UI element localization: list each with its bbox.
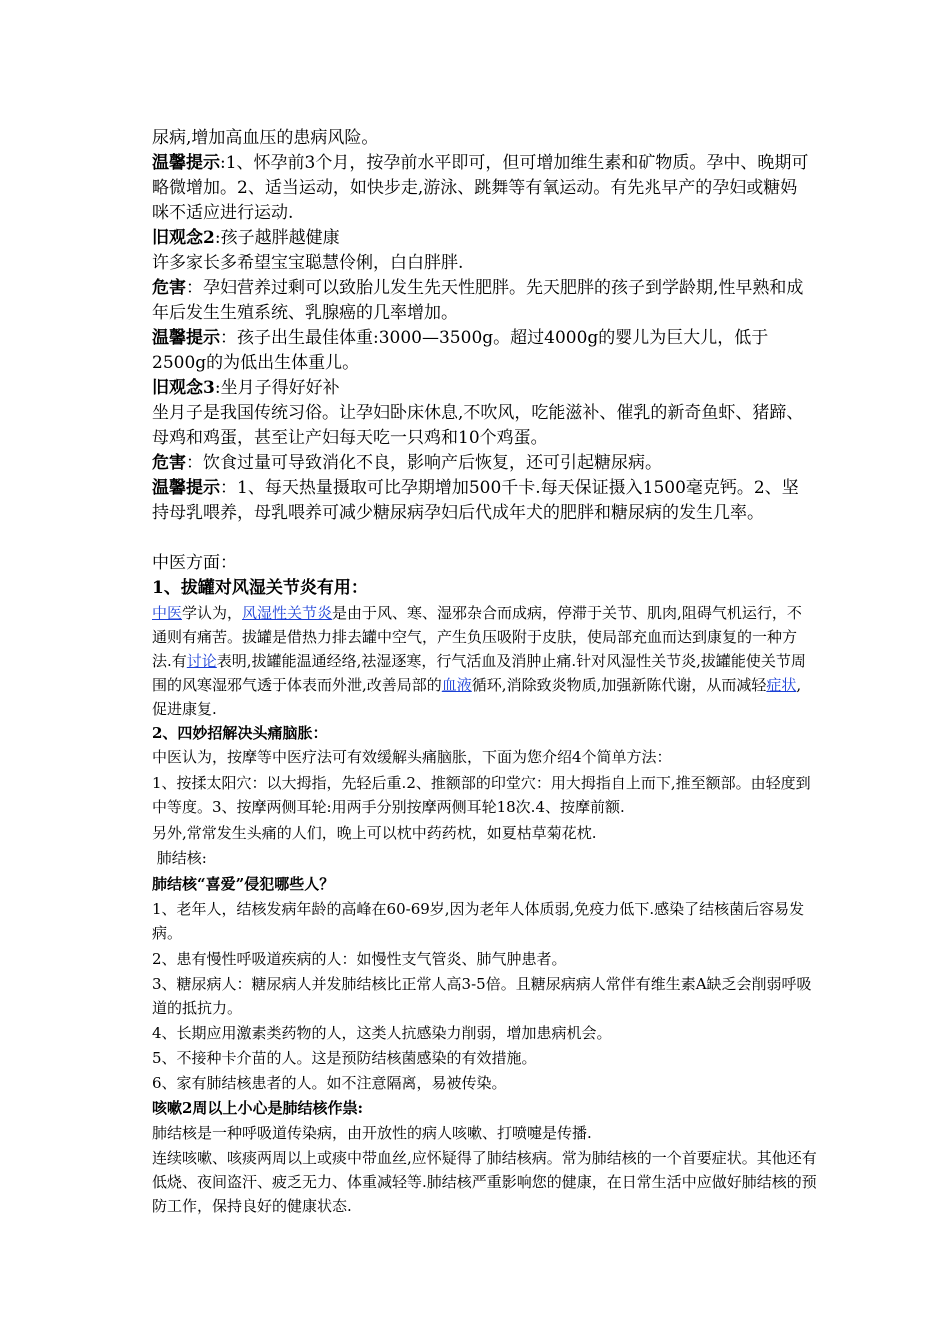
paragraph-herbal-pillow: 另外,常常发生头痛的人们，晚上可以枕中药药枕，如夏枯草菊花枕. — [152, 824, 597, 842]
heading-tuberculosis: 肺结核: — [152, 849, 207, 867]
paragraph-massage-methods: 1、按揉太阳穴：以大拇指，先轻后重.2、推额部的印堂穴：用大拇指自上而下,推至额部。由轻度到中等度。3、按摩两侧耳轮:用两手分别按摩两侧耳轮18次.4、按摩前额. — [152, 774, 811, 816]
heading-cupping: 1、拔罐对风湿关节炎有用： — [152, 578, 368, 598]
heading-old-concept-3: 旧观念3:坐月子得好好补 — [152, 378, 340, 398]
paragraph-tip-2: 温馨提示：孩子出生最佳体重:3000—3500g。超过4000g的婴儿为巨大儿，低于2500g的为低出生体重儿。 — [152, 328, 769, 373]
link-rheumatoid-arthritis[interactable]: 风湿性关节炎 — [242, 604, 333, 622]
paragraph-tb-symptoms: 连续咳嗽、咳痰两周以上或痰中带血丝,应怀疑得了肺结核病。常为肺结核的一个首要症状。其他还有低烧、夜间盗汗、疲乏无力、体重减轻等.肺结核严重影响您的健康，在日常生活中应做好肺结核的预防工作，保持良好的健康状态. — [152, 1149, 817, 1215]
paragraph-harm-2: 危害：饮食过量可导致消化不良，影响产后恢复，还可引起糖尿病。 — [152, 453, 662, 473]
list-item-respiratory: 2、患有慢性呼吸道疾病的人：如慢性支气管炎、肺气肿患者。 — [152, 950, 567, 968]
list-item-family: 6、家有肺结核患者的人。如不注意隔离，易被传染。 — [152, 1074, 507, 1092]
paragraph-tip-1: 温馨提示:1、怀孕前3个月，按孕前水平即可，但可增加维生素和矿物质。孕中、晚期可略微增加。2、适当运动，如快步走,游泳、跳舞等有氧运动。有先兆早产的孕妇或糖妈咪不适应进行运动. — [152, 153, 809, 223]
paragraph-massage-intro: 中医认为，按摩等中医疗法可有效缓解头痛脑胀，下面为您介绍4个简单方法： — [152, 748, 672, 766]
paragraph-harm-1: 危害：孕妇营养过剩可以致胎儿发生先天性肥胖。先天肥胖的孩子到学龄期,性早熟和成年后发生生殖系统、乳腺癌的几率增加。 — [152, 278, 804, 323]
heading-headache: 2、四妙招解决头痛脑胀： — [152, 724, 328, 742]
link-blood[interactable]: 血液 — [441, 676, 472, 694]
heading-tb-risk-groups: 肺结核“喜爱”侵犯哪些人？ — [152, 875, 335, 893]
paragraph-parents-hope: 许多家长多希望宝宝聪慧伶俐，白白胖胖. — [152, 253, 464, 273]
heading-tcm-aspects: 中医方面： — [152, 553, 237, 573]
paragraph-confinement-custom: 坐月子是我国传统习俗。让孕妇卧床休息,不吹风，吃能滋补、催乳的新奇鱼虾、猪蹄、母鸡和鸡蛋，甚至让产妇每天吃一只鸡和10个鸡蛋。 — [152, 403, 804, 448]
paragraph-hypertension-risk: 尿病,增加高血压的患病风险。 — [152, 128, 379, 148]
link-research[interactable]: 讨论 — [186, 652, 217, 670]
tip-label: 温馨提示 — [152, 153, 220, 173]
paragraph-cupping: 中医学认为，风湿性关节炎是由于风、寒、湿邪杂合而成病，停滞于关节、肌肉,阻碍气机运行，不通则有痛苦。拔罐是借热力排去罐中空气，产生负压吸附于皮肤，使局部充血而达到康复的一种方法.有讨论表明,拔罐能温通经络,祛湿逐寒，行气活血及消肿止痛.针对风湿性关节炎,拔罐能使关节周围的风寒湿邪气透于体表而外泄,改善局部的血液循环,消除致炎物质,加强新陈代谢，从而减轻症状,促进康复. — [152, 604, 806, 718]
list-item-bcg: 5、不接种卡介苗的人。这是预防结核菌感染的有效措施。 — [152, 1049, 537, 1067]
list-item-elderly: 1、老年人，结核发病年龄的高峰在60-69岁,因为老年人体质弱,免疫力低下.感染了结核菌后容易发病。 — [152, 900, 805, 942]
heading-old-concept-2: 旧观念2:孩子越胖越健康 — [152, 228, 340, 248]
link-symptoms[interactable]: 症状 — [766, 676, 797, 694]
list-item-diabetes: 3、糖尿病人：糖尿病人并发肺结核比正常人高3-5倍。且糖尿病病人常伴有维生素A缺乏会削弱呼吸道的抵抗力。 — [152, 975, 812, 1017]
list-item-hormones: 4、长期应用激素类药物的人，这类人抗感染力削弱，增加患病机会。 — [152, 1024, 612, 1042]
link-tcm[interactable]: 中医 — [152, 604, 183, 622]
heading-cough-warning: 咳嗽2周以上小心是肺结核作祟: — [152, 1099, 363, 1117]
paragraph-tip-3: 温馨提示：1、每天热量摄取可比孕期增加500千卡.每天保证摄入1500毫克钙。2、坚持母乳喂养，母乳喂养可减少糖尿病孕妇后代成年犬的肥胖和糖尿病的发生几率。 — [152, 478, 799, 523]
paragraph-tb-definition: 肺结核是一种呼吸道传染病，由开放性的病人咳嗽、打喷嚏是传播. — [152, 1124, 592, 1142]
